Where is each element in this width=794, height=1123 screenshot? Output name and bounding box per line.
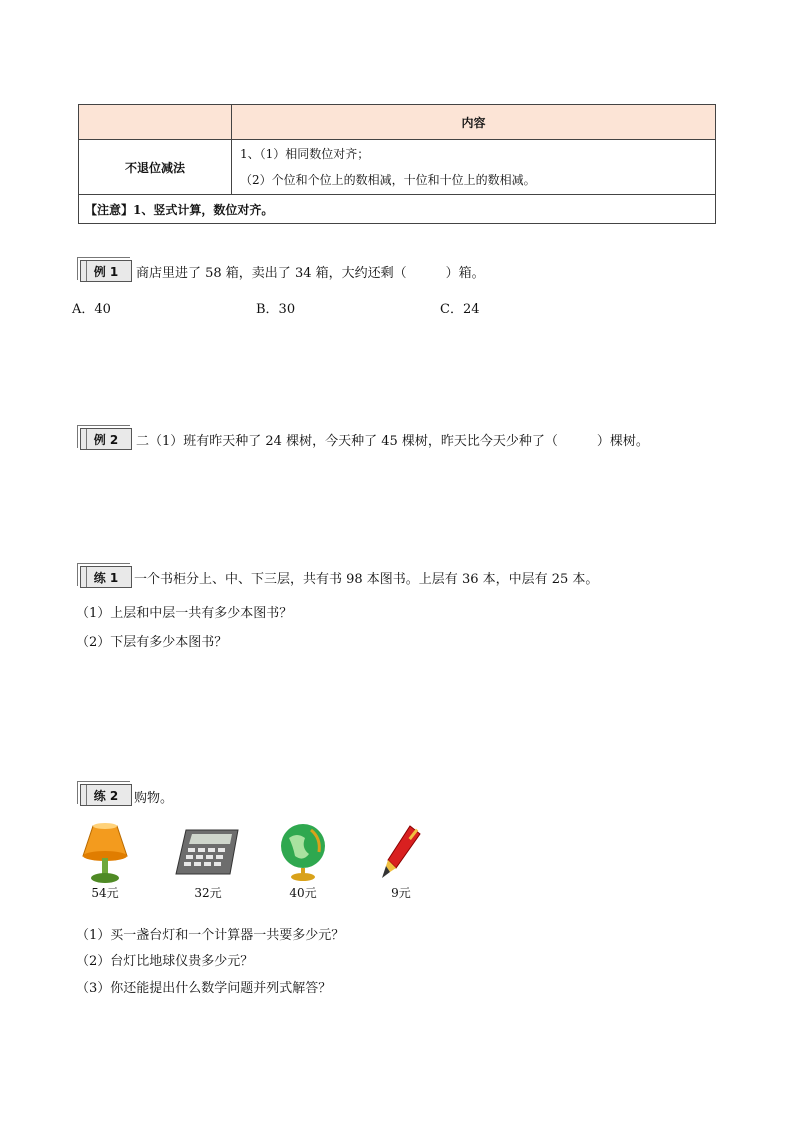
practice-2-sub-3: （3）你还能提出什么数学问题并列式解答？ <box>76 981 332 996</box>
practice-1-question: 一个书柜分上、中、下三层，共有书 98 本图书。上层有 36 本，中层有 25 本。 <box>134 572 599 587</box>
content-cell <box>232 140 716 195</box>
option-c: C．24 <box>440 302 480 317</box>
lamp-icon <box>77 822 133 884</box>
example-1-question: 商店里进了 58 箱，卖出了 34 箱，大约还剩（ ）箱。 <box>136 266 485 281</box>
product-price: 9元 <box>391 886 411 900</box>
practice-2-question: 购物。 <box>134 791 174 806</box>
product-price: 32元 <box>194 886 222 900</box>
example-2-tag: 例 2 <box>80 428 132 450</box>
practice-2-sub-1: （1）买一盏台灯和一个计算器一共要多少元？ <box>76 928 345 943</box>
summary-table <box>78 104 716 224</box>
practice-1-sub-2: （2）下层有多少本图书？ <box>76 635 228 650</box>
globe-icon <box>275 818 331 884</box>
example-2-question: 二（1）班有昨天种了 24 棵树，今天种了 45 棵树，昨天比今天少种了（ ）棵树。 <box>136 434 649 449</box>
option-a: A．40 <box>72 302 111 317</box>
practice-2-sub-2: （2）台灯比地球仪贵多少元？ <box>76 954 254 969</box>
note-cell: 【注意】1、竖式计算，数位对齐。 <box>79 195 716 224</box>
option-b: B．30 <box>256 302 296 317</box>
content-line-2: （2）个位和个位上的数相减，十位和十位上的数相减。 <box>240 173 536 187</box>
content-line-1: 1、（1）相同数位对齐； <box>240 147 370 161</box>
header-content-cell: 内容 <box>232 105 716 140</box>
practice-1-sub-1: （1）上层和中层一共有多少本图书？ <box>76 606 293 621</box>
topic-cell: 不退位减法 <box>79 140 232 195</box>
product-price: 54元 <box>91 886 119 900</box>
practice-2-tag: 练 2 <box>80 784 132 806</box>
calculator-icon <box>172 822 244 884</box>
header-blank-cell <box>79 105 232 140</box>
product-globe <box>268 818 338 901</box>
practice-1-tag: 练 1 <box>80 566 132 588</box>
product-lamp <box>70 822 140 901</box>
product-price: 40元 <box>289 886 317 900</box>
pen-icon <box>376 822 426 884</box>
product-pen <box>366 822 436 901</box>
example-1-tag: 例 1 <box>80 260 132 282</box>
product-calculator <box>170 822 246 901</box>
